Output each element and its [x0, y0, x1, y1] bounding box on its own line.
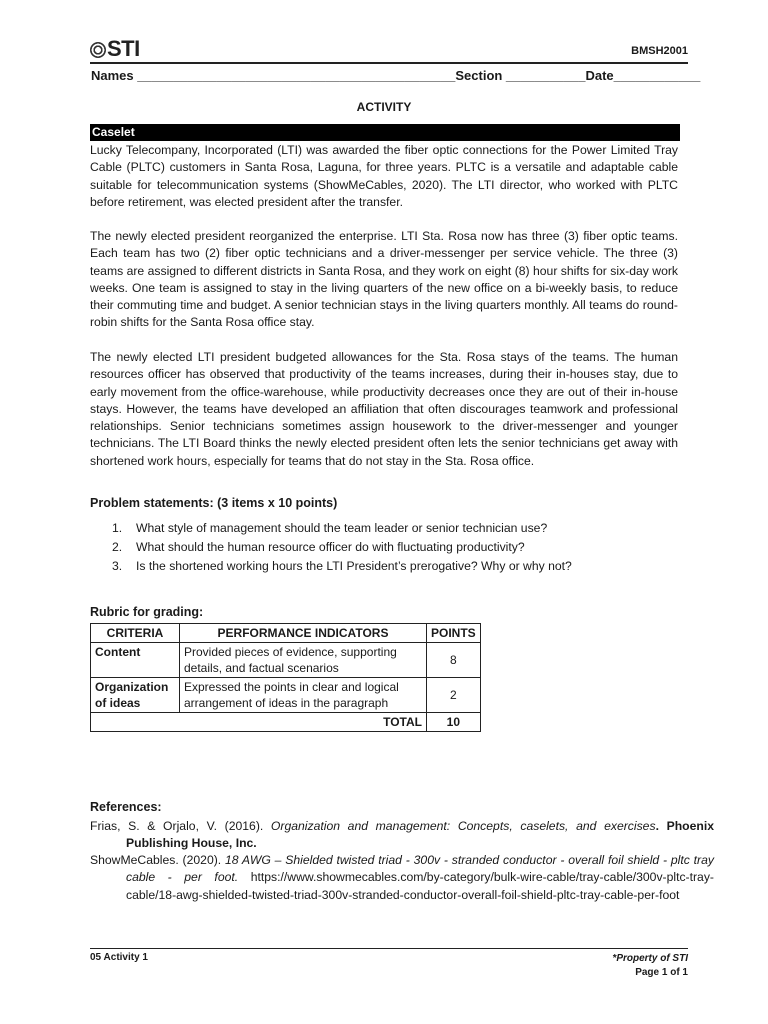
- indicator-cell: Expressed the points in clear and logical arrangement of ideas in the paragraph: [180, 678, 427, 713]
- ref-url[interactable]: https://www.showmecables.com/by-category/bulk-wire-cable/tray-cable/300v-pltc-tray-cable/18-awg-shielded-twisted-triad-300v-stranded-conductor-overall-foil-shield-pltc-tray-cable-per-foot: [126, 870, 714, 902]
- points-cell: 8: [427, 643, 481, 678]
- page-title: ACTIVITY: [356, 100, 412, 114]
- caselet-paragraph-2: The newly elected president reorganized the enterprise. LTI Sta. Rosa now has three (3) fiber optic teams. Each team has two (2) fiber optic technicians and a driver-messenger per service vehicle. The three (3) teams are assigned to different districts in Santa Rosa, and they work on eight (8) hour shifts for six-day work weeks. One team is assigned to stay in the living quarters of the new office on a bi-weekly basis, to reduce their commuting time and budget. A senior technician stays in the living quarters monthly. All teams do round-robin shifts for the Santa Rosa office stay.: [90, 229, 678, 330]
- item-number: 3.: [112, 559, 123, 573]
- problem-statements-title: Problem statements: (3 items x 10 points): [90, 496, 338, 510]
- rubric-table: [90, 623, 481, 732]
- header-criteria: CRITERIA: [91, 624, 180, 643]
- names-section-date-line: Names ____________________________________________Section ___________Date____________: [91, 68, 701, 83]
- references-title: References:: [90, 800, 162, 814]
- problem-list: [112, 519, 572, 576]
- criteria-cell: Content: [91, 643, 180, 678]
- item-text: Is the shortened working hours the LTI President’s prerogative? Why or why not?: [136, 559, 572, 573]
- property-notice: *Property of STI: [612, 953, 688, 964]
- item-text: What style of management should the team leader or senior technician use?: [136, 521, 548, 535]
- ref-authors: ShowMeCables. (2020).: [90, 853, 225, 867]
- ref-title: Organization and management: Concepts, caselets, and exercises: [270, 819, 656, 833]
- ref-title: 18 AWG – Shielded twisted triad - 300v - stranded conductor - overall foil shield - pltc tray cable - per foot.: [126, 853, 714, 885]
- header-points: POINTS: [427, 624, 481, 643]
- header-divider: [90, 62, 688, 64]
- rubric-title: Rubric for grading:: [90, 605, 204, 619]
- caselet-paragraph-1: Lucky Telecompany, Incorporated (LTI) was awarded the fiber optic connections for the Power Limited Tray Cable (PLTC) customers in Santa Rosa, Laguna, for three years. PLTC is a versatile and adaptable cable suitable for telecommunication systems (ShowMeCables, 2020). The LTI director, who worked with PLTC before retirement, was elected president after the transfer.: [90, 143, 678, 209]
- total-value: 10: [427, 713, 481, 732]
- ref-publisher: . Phoenix Publishing House, Inc.: [126, 819, 715, 851]
- criteria-cell: Organization of ideas: [91, 678, 180, 713]
- indicator-cell: Provided pieces of evidence, supporting details, and factual scenarios: [180, 643, 427, 678]
- footer-activity-label: 05 Activity 1: [90, 952, 148, 963]
- table-total-row: [91, 713, 481, 732]
- course-code: BMSH2001: [631, 45, 688, 57]
- item-text: What should the human resource officer do with fluctuating productivity?: [136, 540, 525, 554]
- caselet-heading: Caselet: [90, 124, 680, 141]
- list-item: [112, 538, 572, 557]
- item-number: 2.: [112, 540, 123, 554]
- header-performance-indicators: PERFORMANCE INDICATORS: [180, 624, 427, 643]
- caselet-paragraph-3: The newly elected LTI president budgeted allowances for the Sta. Rosa stays of the teams. The human resources officer has observed that productivity of the teams increases, during their in-houses stay, due to early movement from the office-warehouse, while productivity decreases once they are out of their in-house stays. However, the teams have developed an affiliation that often discourages teamwork and professional relationships. Senior technicians sometimes assign housework to the driver-messenger and younger technicians. The LTI Board thinks the newly elected president often lets the senior technicians get away with shortened work hours, especially for teams that do not stay in the Sta. Rosa office.: [90, 350, 678, 468]
- table-row: [91, 678, 481, 713]
- ref-authors: Frias, S. & Orjalo, V. (2016).: [90, 819, 271, 833]
- table-header-row: [91, 624, 481, 643]
- total-label: TOTAL: [91, 713, 427, 732]
- reference-2: [90, 852, 714, 904]
- page-number: Page 1 of 1: [635, 967, 688, 978]
- list-item: [112, 557, 572, 576]
- sti-logo-icon: [90, 42, 106, 58]
- list-item: [112, 519, 572, 538]
- logo-text: STI: [107, 36, 140, 61]
- footer-right: [612, 952, 688, 980]
- item-number: 1.: [112, 521, 123, 535]
- footer-divider: [90, 948, 688, 949]
- table-row: [91, 643, 481, 678]
- points-cell: 2: [427, 678, 481, 713]
- reference-1: [90, 818, 714, 853]
- sti-logo: [90, 36, 140, 62]
